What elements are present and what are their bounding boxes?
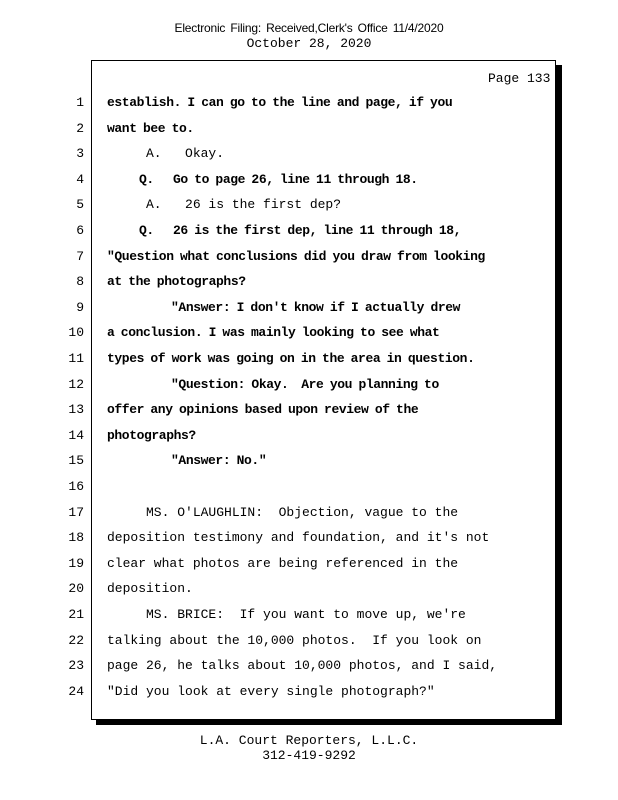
line-text: "Question: Okay. Are you planning to [107, 377, 439, 392]
line-number: 9 [76, 300, 84, 315]
line-number: 15 [68, 453, 84, 468]
line-text: a conclusion. I was mainly looking to see what [107, 325, 440, 340]
line-number: 20 [68, 581, 84, 596]
filing-date: October 28, 2020 [246, 36, 372, 51]
line-number: 16 [68, 479, 84, 494]
line-text: Q. Go to page 26, line 11 through 18. [107, 172, 418, 187]
line-text: deposition. [107, 581, 193, 596]
line-text: MS. BRICE: If you want to move up, we're [107, 607, 466, 622]
line-text: want bee to. [107, 121, 194, 136]
line-number: 19 [68, 556, 84, 571]
line-number: 14 [68, 428, 84, 443]
line-text: photographs? [107, 428, 196, 443]
page-number: Page 133 [488, 71, 551, 86]
line-number: 4 [76, 172, 84, 187]
line-number: 22 [68, 633, 84, 648]
line-number: 21 [68, 607, 84, 622]
line-number: 24 [68, 684, 84, 699]
line-number: 5 [76, 197, 84, 212]
line-number: 12 [68, 377, 84, 392]
line-text: deposition testimony and foundation, and it's not [107, 530, 490, 545]
line-number: 11 [68, 351, 84, 366]
line-text: "Did you look at every single photograph?" [107, 684, 435, 699]
footer-company: L.A. Court Reporters, L.L.C. [199, 733, 419, 748]
line-number: 23 [68, 658, 84, 673]
line-number: 8 [76, 274, 84, 289]
line-number: 6 [76, 223, 84, 238]
line-text: offer any opinions based upon review of the [107, 402, 419, 417]
line-text: at the photographs? [107, 274, 246, 289]
line-number: 10 [68, 325, 84, 340]
line-text: clear what photos are being referenced in the [107, 556, 459, 571]
filing-stamp: Electronic Filing: Received,Clerk's Office 11/4/2020 [174, 21, 444, 35]
line-text: A. 26 is the first dep? [107, 197, 342, 212]
line-number: 2 [76, 121, 84, 136]
line-text: MS. O'LAUGHLIN: Objection, vague to the [107, 505, 459, 520]
footer-phone: 312-419-9292 [262, 748, 356, 763]
line-number: 17 [68, 505, 84, 520]
line-number: 1 [76, 95, 84, 110]
line-text: "Answer: No." [107, 453, 267, 468]
line-number: 7 [76, 249, 84, 264]
line-number: 18 [68, 530, 84, 545]
line-text: "Question what conclusions did you draw from looking [107, 249, 485, 264]
line-text: Q. 26 is the first dep, line 11 through 18, [107, 223, 462, 238]
line-number: 13 [68, 402, 84, 417]
line-number: 3 [76, 146, 84, 161]
line-text: "Answer: I don't know if I actually drew [107, 300, 461, 315]
line-text: talking about the 10,000 photos. If you look on [107, 633, 482, 648]
line-text: establish. I can go to the line and page, if you [107, 95, 453, 110]
line-text: page 26, he talks about 10,000 photos, and I said, [107, 658, 498, 673]
line-text: A. Okay. [107, 146, 225, 161]
line-text: types of work was going on in the area in question. [107, 351, 475, 366]
